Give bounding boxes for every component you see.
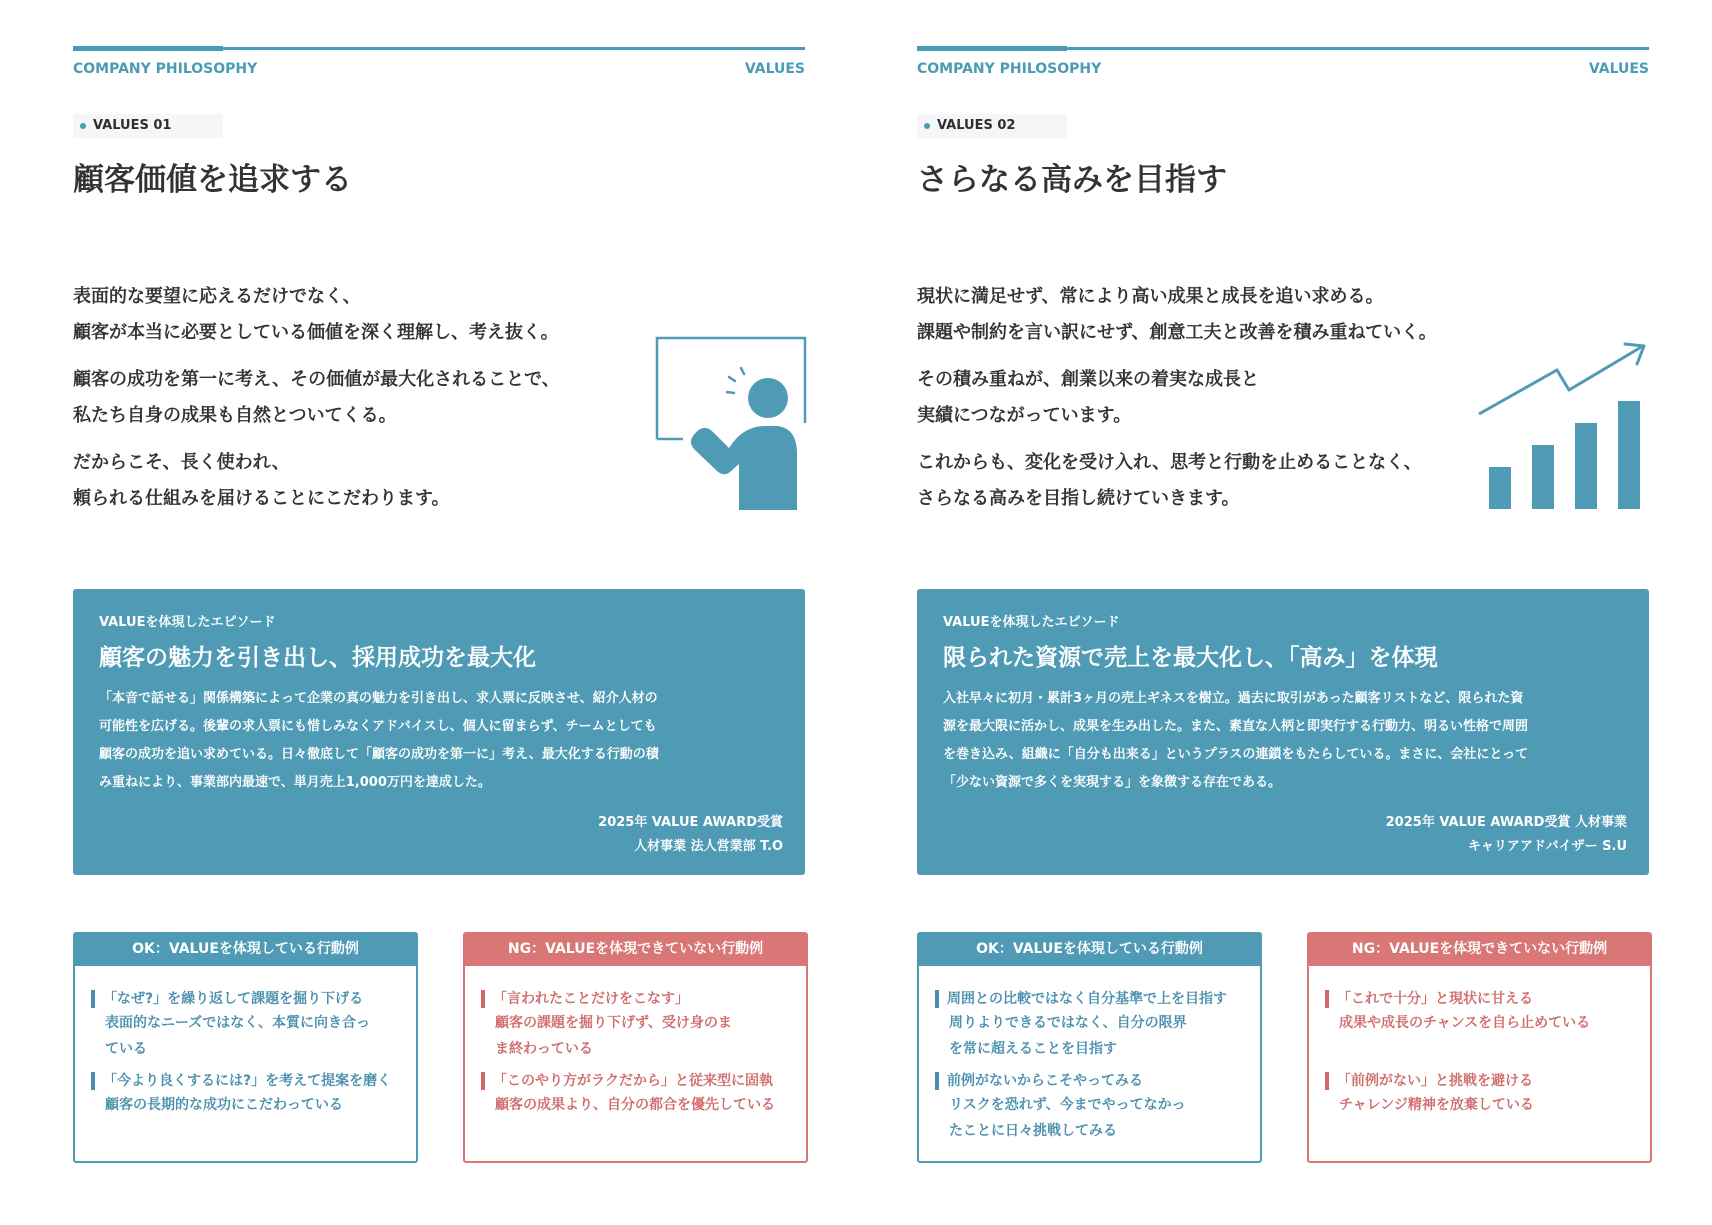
- bullet-dot-icon: [924, 123, 930, 129]
- list-item: [91, 1070, 416, 1118]
- list-item: [481, 1070, 806, 1118]
- episode-body-line: を巻き込み、組織に「自分も出来る」というプラスの連鎖をもたらしている。まさに、会社にとって: [943, 747, 1529, 762]
- episode-body-line: 可能性を広げる。後輩の求人票にも惜しみなくアドバイスし、個人に留まらず、チームとしても: [99, 719, 657, 734]
- list-item: [91, 988, 416, 1062]
- list-item: [1325, 988, 1650, 1036]
- example-detail-line: 表面的なニーズではなく、本質に向き合っ: [105, 1015, 371, 1031]
- episode-body-line: 顧客の成功を追い求めている。日々徹底して「顧客の成功を第一に」考え、最大化する行動の積: [99, 747, 659, 762]
- description-line: 私たち自身の成果も自然とついてくる。: [73, 405, 397, 426]
- value-number-tag: [917, 114, 1067, 138]
- episode-label: VALUEを体現したエピソード: [99, 615, 276, 630]
- episode-title: 限られた資源で売上を最大化し、「高み」を体現: [943, 645, 1438, 671]
- description-line: 頼られる仕組みを届けることにこだわります。: [73, 488, 450, 509]
- example-detail-line: 顧客の課題を掘り下げず、受け身のま: [495, 1015, 732, 1031]
- example-heading: 「今より良くするには?」を考えて提案を磨く: [91, 1070, 416, 1092]
- value-description: [73, 279, 673, 528]
- episode-award-credit: 2025年 VALUE AWARD受賞: [598, 815, 783, 830]
- episode-card: [917, 589, 1649, 875]
- episode-author-credit: キャリアアドバイザー S.U: [1467, 839, 1627, 854]
- episode-title: 顧客の魅力を引き出し、採用成功を最大化: [99, 645, 536, 671]
- ng-examples-box: [463, 932, 808, 1163]
- episode-body-line: 入社早々に初月・累計3ヶ月の売上ギネスを樹立。過去に取引があった顧客リストなど、限られた資: [943, 691, 1524, 706]
- example-heading: 「前例がない」と挑戦を避ける: [1325, 1070, 1650, 1092]
- description-paragraph: [73, 445, 673, 517]
- example-detail-line: 顧客の長期的な成功にこだわっている: [105, 1097, 343, 1113]
- example-detail-line: 周りよりできるではなく、自分の限界: [949, 1015, 1187, 1031]
- example-detail: [481, 1010, 806, 1062]
- example-detail-line: 成果や成長のチャンスを自ら止めている: [1339, 1015, 1591, 1031]
- list-item: [481, 988, 806, 1062]
- example-detail: [1325, 1092, 1650, 1118]
- example-detail: [935, 1092, 1260, 1144]
- description-line: これからも、変化を受け入れ、思考と行動を止めることなく、: [917, 452, 1422, 473]
- example-heading: 前例がないからこそやってみる: [935, 1070, 1260, 1092]
- header-category-label: VALUES: [1588, 61, 1649, 77]
- description-paragraph: [917, 445, 1517, 517]
- description-line: 表面的な要望に応えるだけでなく、: [73, 286, 361, 307]
- presenter-at-board-icon: [655, 336, 807, 512]
- value-title: 顧客価値を追求する: [73, 162, 352, 198]
- example-heading: 「これで十分」と現状に甘える: [1325, 988, 1650, 1010]
- description-line: さらなる高みを目指し続けていきます。: [917, 488, 1240, 509]
- example-detail: [481, 1092, 806, 1118]
- episode-body-line: 「少ない資源で多くを実現する」を象徴する存在である。: [943, 775, 1282, 790]
- example-detail: [1325, 1010, 1650, 1036]
- example-detail-line: ている: [105, 1041, 147, 1057]
- ok-examples-box: [73, 932, 418, 1163]
- episode-body: [99, 685, 783, 797]
- example-detail-line: 顧客の成果より、自分の都合を優先している: [495, 1097, 775, 1113]
- value-title: さらなる高みを目指す: [917, 162, 1227, 198]
- ok-examples-header: OK：VALUEを体現している行動例: [75, 934, 416, 966]
- description-line: その積み重ねが、創業以来の着実な成長と: [917, 369, 1259, 390]
- example-detail-line: たことに日々挑戦してみる: [949, 1123, 1117, 1139]
- description-line: 現状に満足せず、常により高い成果と成長を追い求める。: [917, 286, 1384, 307]
- episode-author-credit: 人材事業 法人営業部 T.O: [634, 839, 783, 854]
- list-item: [935, 988, 1260, 1062]
- header-section-label: COMPANY PHILOSOPHY: [917, 61, 1102, 77]
- list-item: [935, 1070, 1260, 1144]
- episode-body-line: み重ねにより、事業部内最速で、単月売上1,000万円を達成した。: [99, 775, 491, 790]
- growth-bar-chart-icon: [1477, 338, 1649, 512]
- header-rule-accent: [73, 46, 223, 51]
- value-description: [917, 279, 1517, 528]
- description-paragraph: [73, 362, 673, 434]
- ng-examples-list: [465, 966, 806, 1118]
- ok-examples-header: OK：VALUEを体現している行動例: [919, 934, 1260, 966]
- example-detail-line: ま終わっている: [495, 1041, 593, 1057]
- ng-examples-header: NG：VALUEを体現できていない行動例: [1309, 934, 1650, 966]
- description-line: 実績につながっています。: [917, 405, 1132, 426]
- description-paragraph: [917, 362, 1517, 434]
- example-detail-line: チャレンジ精神を放棄している: [1339, 1097, 1534, 1113]
- value-number-text: VALUES 01: [93, 118, 172, 133]
- episode-body-line: 源を最大限に活かし、成果を生み出した。また、素直な人柄と即実行する行動力、明るい性格で周囲: [943, 719, 1529, 734]
- description-paragraph: [73, 279, 673, 351]
- header-rule-accent: [917, 46, 1067, 51]
- ok-examples-list: [919, 966, 1260, 1144]
- description-paragraph: [917, 279, 1517, 351]
- episode-body: [943, 685, 1627, 797]
- description-line: 課題や制約を言い訳にせず、創意工夫と改善を積み重ねていく。: [917, 322, 1437, 343]
- header-section-label: COMPANY PHILOSOPHY: [73, 61, 258, 77]
- example-heading: 「このやり方がラクだから」と従来型に固執: [481, 1070, 806, 1092]
- ok-examples-box: [917, 932, 1262, 1163]
- description-line: 顧客が本当に必要としている価値を深く理解し、考え抜く。: [73, 322, 559, 343]
- description-line: だからこそ、長く使われ、: [73, 452, 290, 473]
- value-number-tag: [73, 114, 223, 138]
- ng-examples-list: [1309, 966, 1650, 1118]
- example-detail: [91, 1010, 416, 1062]
- episode-award-credit: 2025年 VALUE AWARD受賞 人材事業: [1385, 815, 1627, 830]
- list-item: [1325, 1070, 1650, 1118]
- values-page-02: [917, 0, 1649, 1225]
- episode-body-line: 「本音で話せる」関係構築によって企業の真の魅力を引き出し、求人票に反映させ、紹介人材の: [99, 691, 658, 706]
- example-detail: [935, 1010, 1260, 1062]
- ok-examples-list: [75, 966, 416, 1118]
- example-heading: 周囲との比較ではなく自分基準で上を目指す: [935, 988, 1260, 1010]
- episode-card: [73, 589, 805, 875]
- example-heading: 「言われたことだけをこなす」: [481, 988, 806, 1010]
- values-page-01: [73, 0, 805, 1225]
- example-detail: [91, 1092, 416, 1118]
- example-heading: 「なぜ?」を繰り返して課題を掘り下げる: [91, 988, 416, 1010]
- value-number-text: VALUES 02: [937, 118, 1016, 133]
- description-line: 顧客の成功を第一に考え、その価値が最大化されることで、: [73, 369, 560, 390]
- episode-label: VALUEを体現したエピソード: [943, 615, 1120, 630]
- header-category-label: VALUES: [744, 61, 805, 77]
- ng-examples-header: NG：VALUEを体現できていない行動例: [465, 934, 806, 966]
- example-detail-line: を常に超えることを目指す: [949, 1041, 1117, 1057]
- example-detail-line: リスクを恐れず、今までやってなかっ: [949, 1097, 1186, 1113]
- ng-examples-box: [1307, 932, 1652, 1163]
- bullet-dot-icon: [80, 123, 86, 129]
